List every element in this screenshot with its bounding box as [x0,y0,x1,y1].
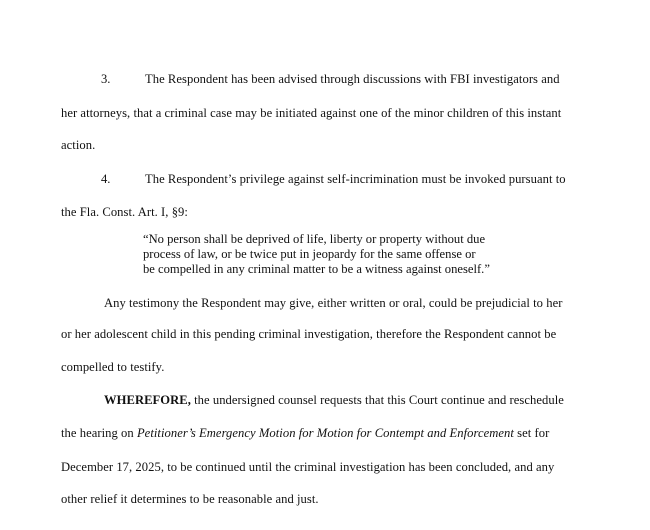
paragraph-4-line-1: The Respondent’s privilege against self-incrimination must be invoked pursuant to [145,172,566,186]
quote-line-1: “No person shall be deprived of life, liberty or property without due [143,232,486,246]
testimony-line-1: Any testimony the Respondent may give, either written or oral, could be prejudicial to her [104,296,563,310]
quote-line-2: process of law, or be twice put in jeopardy for the same offense or [143,247,476,261]
wherefore-line-1-rest: the undersigned counsel requests that this Court continue and reschedule [190,393,564,407]
wherefore-line-2-pre: the hearing on [61,426,137,440]
paragraph-4-number: 4. [101,172,111,186]
paragraph-3-number: 3. [101,72,111,86]
paragraph-3-line-1: The Respondent has been advised through discussions with FBI investigators and [145,72,560,86]
wherefore-line-2 [61,426,549,441]
wherefore-lead: WHEREFORE, [104,393,191,407]
motion-title: Petitioner’s Emergency Motion for Motion for Contempt and Enforcement [136,426,514,440]
wherefore-line-1 [104,393,564,408]
wherefore-line-3: December 17, 2025, to be continued until the criminal investigation has been concluded, and any [61,460,555,474]
testimony-line-3: compelled to testify. [61,360,165,374]
paragraph-4-line-2: the Fla. Const. Art. I, §9: [61,205,188,219]
wherefore-line-2-post: set for [513,426,550,440]
wherefore-line-4: other relief it determines to be reasonable and just. [61,492,319,506]
testimony-line-2: or her adolescent child in this pending criminal investigation, therefore the Respondent cannot be [61,327,557,341]
quote-line-3: be compelled in any criminal matter to be a witness against oneself.” [143,262,490,276]
paragraph-3-line-2: her attorneys, that a criminal case may be initiated against one of the minor children of this instant [61,106,562,120]
paragraph-3-line-3: action. [61,138,96,152]
